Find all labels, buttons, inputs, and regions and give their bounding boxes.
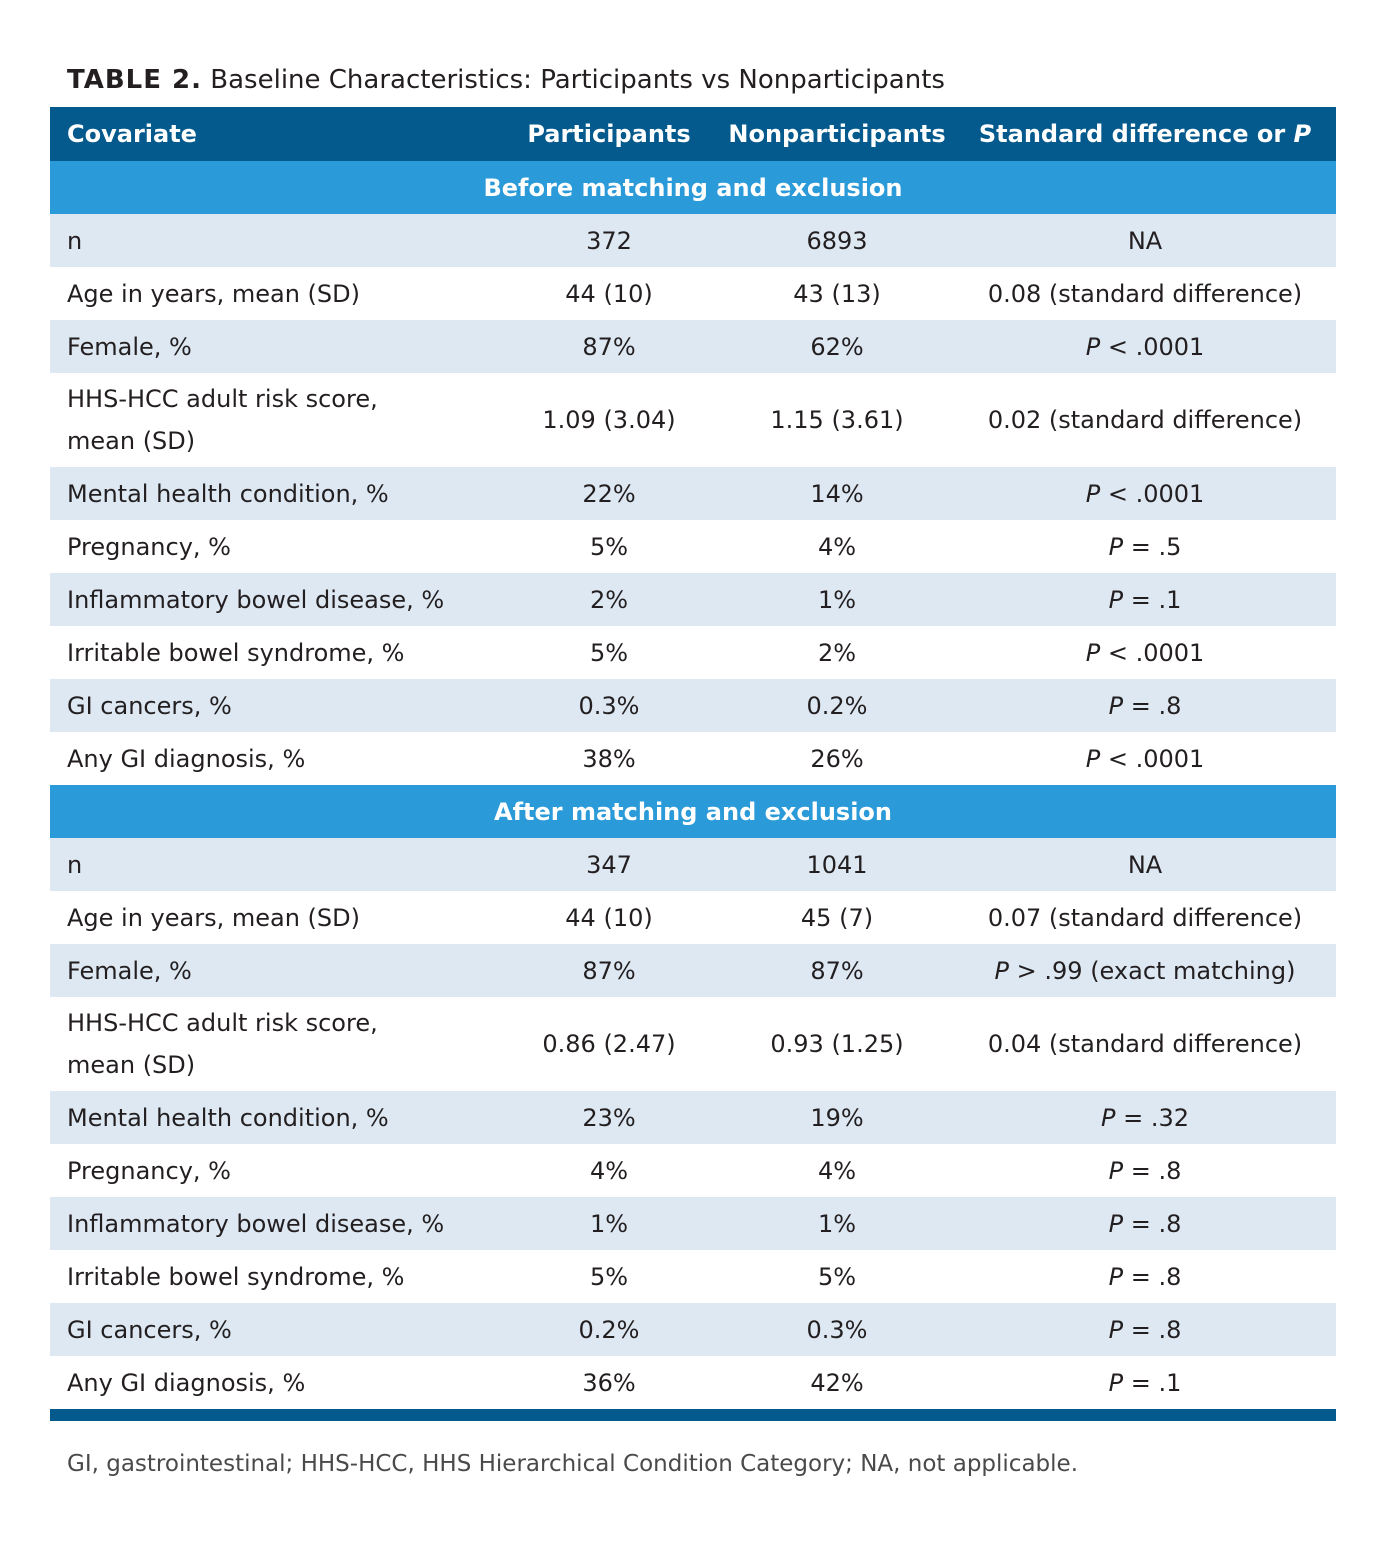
cell-nonparticipants: 45 (7) bbox=[720, 891, 954, 944]
stat-value: 0.08 (standard difference) bbox=[987, 279, 1303, 308]
stat-p-symbol: P bbox=[1108, 1156, 1124, 1185]
stat-p-symbol: P bbox=[1108, 1368, 1124, 1397]
cell-participants: 5% bbox=[498, 1250, 720, 1303]
cell-nonparticipants: 4% bbox=[720, 1144, 954, 1197]
cell-stat bbox=[954, 467, 1336, 520]
cell-participants: 4% bbox=[498, 1144, 720, 1197]
table-body bbox=[50, 161, 1336, 1421]
stat-value: < .0001 bbox=[1100, 479, 1205, 508]
table-row bbox=[50, 891, 1336, 944]
header-stat-prefix: Standard difference or bbox=[978, 120, 1286, 148]
cell-stat bbox=[954, 214, 1336, 267]
table-row bbox=[50, 373, 1336, 467]
cell-covariate bbox=[50, 373, 498, 467]
header-stat bbox=[954, 107, 1336, 161]
table-row bbox=[50, 626, 1336, 679]
table-row bbox=[50, 520, 1336, 573]
cell-stat bbox=[954, 520, 1336, 573]
cell-nonparticipants: 0.93 (1.25) bbox=[720, 997, 954, 1091]
section-heading: Before matching and exclusion bbox=[50, 161, 1336, 214]
cell-participants: 23% bbox=[498, 1091, 720, 1144]
table-row bbox=[50, 838, 1336, 891]
table-row bbox=[50, 1144, 1336, 1197]
cell-covariate: GI cancers, % bbox=[50, 1303, 498, 1356]
cell-covariate: Pregnancy, % bbox=[50, 520, 498, 573]
table-row bbox=[50, 320, 1336, 373]
table-title bbox=[67, 60, 945, 100]
stat-value: 0.04 (standard difference) bbox=[987, 1030, 1303, 1058]
table-row bbox=[50, 1356, 1336, 1409]
table-row bbox=[50, 679, 1336, 732]
table-title-text: Baseline Characteristics: Participants vs Nonparticipants bbox=[210, 65, 945, 95]
stat-value: = .1 bbox=[1123, 585, 1182, 614]
cell-covariate: Female, % bbox=[50, 320, 498, 373]
cell-nonparticipants: 26% bbox=[720, 732, 954, 785]
stat-value: < .0001 bbox=[1100, 332, 1205, 361]
footnote: GI, gastrointestinal; HHS-HCC, HHS Hierarchical Condition Category; NA, not applicable. bbox=[67, 1451, 1079, 1477]
cell-nonparticipants: 43 (13) bbox=[720, 267, 954, 320]
cell-covariate: Female, % bbox=[50, 944, 498, 997]
stat-p-symbol: P bbox=[1108, 532, 1124, 561]
stat-value: = .8 bbox=[1123, 1209, 1182, 1238]
cell-stat bbox=[954, 1250, 1336, 1303]
cell-nonparticipants: 1% bbox=[720, 1197, 954, 1250]
header-stat-p: P bbox=[1293, 120, 1312, 148]
stat-value: = .8 bbox=[1123, 1315, 1182, 1344]
cell-participants: 347 bbox=[498, 838, 720, 891]
stat-value: NA bbox=[1127, 226, 1163, 255]
stat-value: = .8 bbox=[1123, 1156, 1182, 1185]
stat-value: = .32 bbox=[1115, 1103, 1190, 1132]
cell-nonparticipants: 6893 bbox=[720, 214, 954, 267]
cell-covariate: Pregnancy, % bbox=[50, 1144, 498, 1197]
cell-participants: 1% bbox=[498, 1197, 720, 1250]
cell-stat bbox=[954, 1197, 1336, 1250]
stat-value: < .0001 bbox=[1100, 638, 1205, 667]
cell-stat bbox=[954, 891, 1336, 944]
header-covariate: Covariate bbox=[50, 107, 498, 161]
stat-p-symbol: P bbox=[1108, 1262, 1124, 1291]
cell-covariate: n bbox=[50, 214, 498, 267]
stat-p-symbol: P bbox=[1108, 1209, 1124, 1238]
cell-stat bbox=[954, 679, 1336, 732]
cell-stat bbox=[954, 1144, 1336, 1197]
stat-value: 0.07 (standard difference) bbox=[987, 903, 1303, 932]
cell-nonparticipants: 5% bbox=[720, 1250, 954, 1303]
table-row bbox=[50, 573, 1336, 626]
cell-nonparticipants: 19% bbox=[720, 1091, 954, 1144]
stat-value: = .8 bbox=[1123, 1262, 1182, 1291]
cell-covariate: Any GI diagnosis, % bbox=[50, 1356, 498, 1409]
cell-participants: 1.09 (3.04) bbox=[498, 373, 720, 467]
cell-nonparticipants: 1.15 (3.61) bbox=[720, 373, 954, 467]
cell-participants: 36% bbox=[498, 1356, 720, 1409]
stat-p-symbol: P bbox=[1085, 479, 1101, 508]
cell-stat bbox=[954, 1303, 1336, 1356]
cell-participants: 87% bbox=[498, 320, 720, 373]
cell-participants: 2% bbox=[498, 573, 720, 626]
cell-covariate: GI cancers, % bbox=[50, 679, 498, 732]
cell-participants: 44 (10) bbox=[498, 267, 720, 320]
cell-participants: 0.2% bbox=[498, 1303, 720, 1356]
cell-stat bbox=[954, 1091, 1336, 1144]
cell-stat bbox=[954, 573, 1336, 626]
cell-covariate: Mental health condition, % bbox=[50, 467, 498, 520]
cell-nonparticipants: 14% bbox=[720, 467, 954, 520]
cell-covariate: Irritable bowel syndrome, % bbox=[50, 1250, 498, 1303]
cell-nonparticipants: 0.2% bbox=[720, 679, 954, 732]
section-header-row bbox=[50, 161, 1336, 214]
header-row bbox=[50, 107, 1336, 161]
cell-stat bbox=[954, 320, 1336, 373]
cell-covariate: n bbox=[50, 838, 498, 891]
table-bottom-rule bbox=[50, 1409, 1336, 1421]
cell-covariate: Any GI diagnosis, % bbox=[50, 732, 498, 785]
cell-covariate bbox=[50, 997, 498, 1091]
cell-nonparticipants: 62% bbox=[720, 320, 954, 373]
cell-nonparticipants: 4% bbox=[720, 520, 954, 573]
cell-covariate: Inflammatory bowel disease, % bbox=[50, 573, 498, 626]
table-row bbox=[50, 1250, 1336, 1303]
cell-covariate: Age in years, mean (SD) bbox=[50, 267, 498, 320]
stat-value: > .99 (exact matching) bbox=[1009, 956, 1296, 985]
cell-stat bbox=[954, 944, 1336, 997]
table-label: TABLE 2. bbox=[67, 65, 203, 95]
cell-participants: 0.86 (2.47) bbox=[498, 997, 720, 1091]
stat-p-symbol: P bbox=[1085, 744, 1101, 773]
stat-p-symbol: P bbox=[1108, 1315, 1124, 1344]
cell-nonparticipants: 2% bbox=[720, 626, 954, 679]
table-row bbox=[50, 1197, 1336, 1250]
section-heading: After matching and exclusion bbox=[50, 785, 1336, 838]
cell-stat bbox=[954, 838, 1336, 891]
table-row bbox=[50, 1303, 1336, 1356]
stat-p-symbol: P bbox=[1108, 585, 1124, 614]
table-row bbox=[50, 467, 1336, 520]
stat-value: NA bbox=[1127, 850, 1163, 879]
cell-covariate: Age in years, mean (SD) bbox=[50, 891, 498, 944]
cell-participants: 38% bbox=[498, 732, 720, 785]
cell-stat bbox=[954, 373, 1336, 467]
cell-participants: 5% bbox=[498, 626, 720, 679]
table-row bbox=[50, 732, 1336, 785]
stat-p-symbol: P bbox=[1100, 1103, 1116, 1132]
table-row bbox=[50, 214, 1336, 267]
stat-value: = .5 bbox=[1123, 532, 1182, 561]
cell-participants: 372 bbox=[498, 214, 720, 267]
header-participants: Participants bbox=[498, 107, 720, 161]
header-nonparticipants: Nonparticipants bbox=[720, 107, 954, 161]
cell-participants: 87% bbox=[498, 944, 720, 997]
cell-covariate: Inflammatory bowel disease, % bbox=[50, 1197, 498, 1250]
table-row bbox=[50, 267, 1336, 320]
cell-nonparticipants: 0.3% bbox=[720, 1303, 954, 1356]
table-row bbox=[50, 1091, 1336, 1144]
covariate-line-1: HHS-HCC adult risk score, bbox=[67, 385, 378, 413]
cell-participants: 5% bbox=[498, 520, 720, 573]
section-header-row bbox=[50, 785, 1336, 838]
stat-value: < .0001 bbox=[1100, 744, 1205, 773]
cell-nonparticipants: 87% bbox=[720, 944, 954, 997]
stat-value: 0.02 (standard difference) bbox=[987, 406, 1303, 434]
cell-stat bbox=[954, 626, 1336, 679]
cell-participants: 22% bbox=[498, 467, 720, 520]
cell-participants: 44 (10) bbox=[498, 891, 720, 944]
covariate-line-2: mean (SD) bbox=[67, 1051, 196, 1079]
cell-covariate: Mental health condition, % bbox=[50, 1091, 498, 1144]
covariate-line-1: HHS-HCC adult risk score, bbox=[67, 1009, 378, 1037]
stat-p-symbol: P bbox=[994, 956, 1010, 985]
stat-p-symbol: P bbox=[1085, 332, 1101, 361]
cell-participants: 0.3% bbox=[498, 679, 720, 732]
table-row bbox=[50, 997, 1336, 1091]
table-row bbox=[50, 944, 1336, 997]
cell-stat bbox=[954, 267, 1336, 320]
stat-value: = .8 bbox=[1123, 691, 1182, 720]
cell-stat bbox=[954, 1356, 1336, 1409]
cell-covariate: Irritable bowel syndrome, % bbox=[50, 626, 498, 679]
cell-nonparticipants: 42% bbox=[720, 1356, 954, 1409]
stat-value: = .1 bbox=[1123, 1368, 1182, 1397]
cell-stat bbox=[954, 732, 1336, 785]
cell-nonparticipants: 1% bbox=[720, 573, 954, 626]
stat-p-symbol: P bbox=[1108, 691, 1124, 720]
cell-nonparticipants: 1041 bbox=[720, 838, 954, 891]
covariate-line-2: mean (SD) bbox=[67, 427, 196, 455]
bottom-rule-cell bbox=[50, 1409, 1336, 1421]
stat-p-symbol: P bbox=[1085, 638, 1101, 667]
characteristics-table bbox=[50, 107, 1336, 1421]
cell-stat bbox=[954, 997, 1336, 1091]
